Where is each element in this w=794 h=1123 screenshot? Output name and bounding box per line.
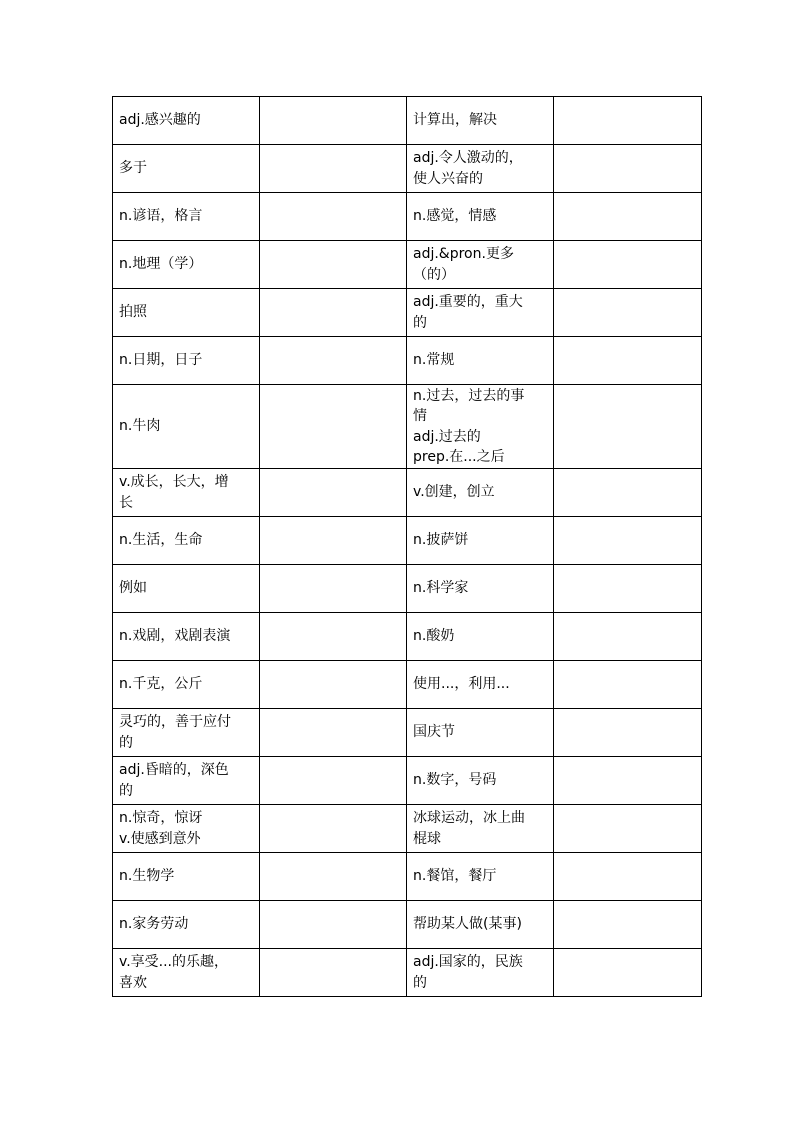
chinese-meaning-left: n.地理（学） — [113, 241, 260, 289]
vocabulary-table-body — [113, 97, 702, 997]
table-row — [113, 613, 702, 661]
chinese-meaning-left: n.家务劳动 — [113, 901, 260, 949]
answer-blank-right[interactable] — [554, 385, 702, 469]
chinese-meaning-right: adj.令人激动的， 使人兴奋的 — [407, 145, 554, 193]
answer-blank-left[interactable] — [260, 853, 407, 901]
answer-blank-left[interactable] — [260, 949, 407, 997]
chinese-meaning-right: n.常规 — [407, 337, 554, 385]
chinese-meaning-right: 计算出，解决 — [407, 97, 554, 145]
answer-blank-left[interactable] — [260, 805, 407, 853]
answer-blank-right[interactable] — [554, 193, 702, 241]
answer-blank-right[interactable] — [554, 145, 702, 193]
answer-blank-left[interactable] — [260, 469, 407, 517]
chinese-meaning-right: 使用...，利用... — [407, 661, 554, 709]
answer-blank-left[interactable] — [260, 145, 407, 193]
answer-blank-left[interactable] — [260, 337, 407, 385]
chinese-meaning-right: 国庆节 — [407, 709, 554, 757]
chinese-meaning-right: n.餐馆，餐厅 — [407, 853, 554, 901]
table-row — [113, 145, 702, 193]
table-row — [113, 949, 702, 997]
table-row — [113, 241, 702, 289]
answer-blank-left[interactable] — [260, 385, 407, 469]
answer-blank-right[interactable] — [554, 709, 702, 757]
table-row — [113, 469, 702, 517]
answer-blank-right[interactable] — [554, 661, 702, 709]
answer-blank-left[interactable] — [260, 193, 407, 241]
chinese-meaning-right: adj.国家的，民族 的 — [407, 949, 554, 997]
chinese-meaning-left: n.生活，生命 — [113, 517, 260, 565]
chinese-meaning-left: 拍照 — [113, 289, 260, 337]
table-row — [113, 805, 702, 853]
chinese-meaning-left: n.生物学 — [113, 853, 260, 901]
chinese-meaning-left: v.成长，长大，增 长 — [113, 469, 260, 517]
chinese-meaning-left: 多于 — [113, 145, 260, 193]
chinese-meaning-right: n.过去，过去的事 情 adj.过去的 prep.在...之后 — [407, 385, 554, 469]
answer-blank-right[interactable] — [554, 901, 702, 949]
table-row — [113, 565, 702, 613]
chinese-meaning-right: 冰球运动，冰上曲 棍球 — [407, 805, 554, 853]
answer-blank-right[interactable] — [554, 949, 702, 997]
chinese-meaning-left: n.牛肉 — [113, 385, 260, 469]
table-row — [113, 385, 702, 469]
table-row — [113, 757, 702, 805]
answer-blank-right[interactable] — [554, 613, 702, 661]
chinese-meaning-left: n.惊奇，惊讶 v.使感到意外 — [113, 805, 260, 853]
table-row — [113, 517, 702, 565]
table-row — [113, 901, 702, 949]
table-row — [113, 661, 702, 709]
answer-blank-left[interactable] — [260, 565, 407, 613]
answer-blank-left[interactable] — [260, 661, 407, 709]
chinese-meaning-right: n.科学家 — [407, 565, 554, 613]
answer-blank-right[interactable] — [554, 337, 702, 385]
chinese-meaning-left: adj.昏暗的，深色 的 — [113, 757, 260, 805]
answer-blank-right[interactable] — [554, 805, 702, 853]
answer-blank-right[interactable] — [554, 241, 702, 289]
answer-blank-right[interactable] — [554, 289, 702, 337]
chinese-meaning-left: 灵巧的，善于应付 的 — [113, 709, 260, 757]
table-row — [113, 97, 702, 145]
table-row — [113, 289, 702, 337]
chinese-meaning-right: adj.&pron.更多 （的） — [407, 241, 554, 289]
answer-blank-left[interactable] — [260, 97, 407, 145]
answer-blank-left[interactable] — [260, 757, 407, 805]
answer-blank-right[interactable] — [554, 97, 702, 145]
chinese-meaning-left: v.享受...的乐趣， 喜欢 — [113, 949, 260, 997]
chinese-meaning-left: 例如 — [113, 565, 260, 613]
table-row — [113, 193, 702, 241]
chinese-meaning-right: 帮助某人做(某事) — [407, 901, 554, 949]
answer-blank-left[interactable] — [260, 517, 407, 565]
table-row — [113, 337, 702, 385]
answer-blank-right[interactable] — [554, 565, 702, 613]
answer-blank-left[interactable] — [260, 289, 407, 337]
answer-blank-left[interactable] — [260, 901, 407, 949]
chinese-meaning-right: n.数字，号码 — [407, 757, 554, 805]
answer-blank-right[interactable] — [554, 469, 702, 517]
vocabulary-table — [112, 96, 702, 997]
chinese-meaning-right: n.酸奶 — [407, 613, 554, 661]
answer-blank-right[interactable] — [554, 853, 702, 901]
chinese-meaning-left: n.谚语，格言 — [113, 193, 260, 241]
table-row — [113, 853, 702, 901]
chinese-meaning-right: n.感觉，情感 — [407, 193, 554, 241]
answer-blank-right[interactable] — [554, 757, 702, 805]
chinese-meaning-left: n.日期，日子 — [113, 337, 260, 385]
answer-blank-left[interactable] — [260, 613, 407, 661]
chinese-meaning-right: adj.重要的，重大 的 — [407, 289, 554, 337]
chinese-meaning-right: v.创建，创立 — [407, 469, 554, 517]
answer-blank-left[interactable] — [260, 709, 407, 757]
chinese-meaning-left: adj.感兴趣的 — [113, 97, 260, 145]
table-row — [113, 709, 702, 757]
chinese-meaning-left: n.戏剧，戏剧表演 — [113, 613, 260, 661]
answer-blank-right[interactable] — [554, 517, 702, 565]
chinese-meaning-right: n.披萨饼 — [407, 517, 554, 565]
chinese-meaning-left: n.千克，公斤 — [113, 661, 260, 709]
answer-blank-left[interactable] — [260, 241, 407, 289]
